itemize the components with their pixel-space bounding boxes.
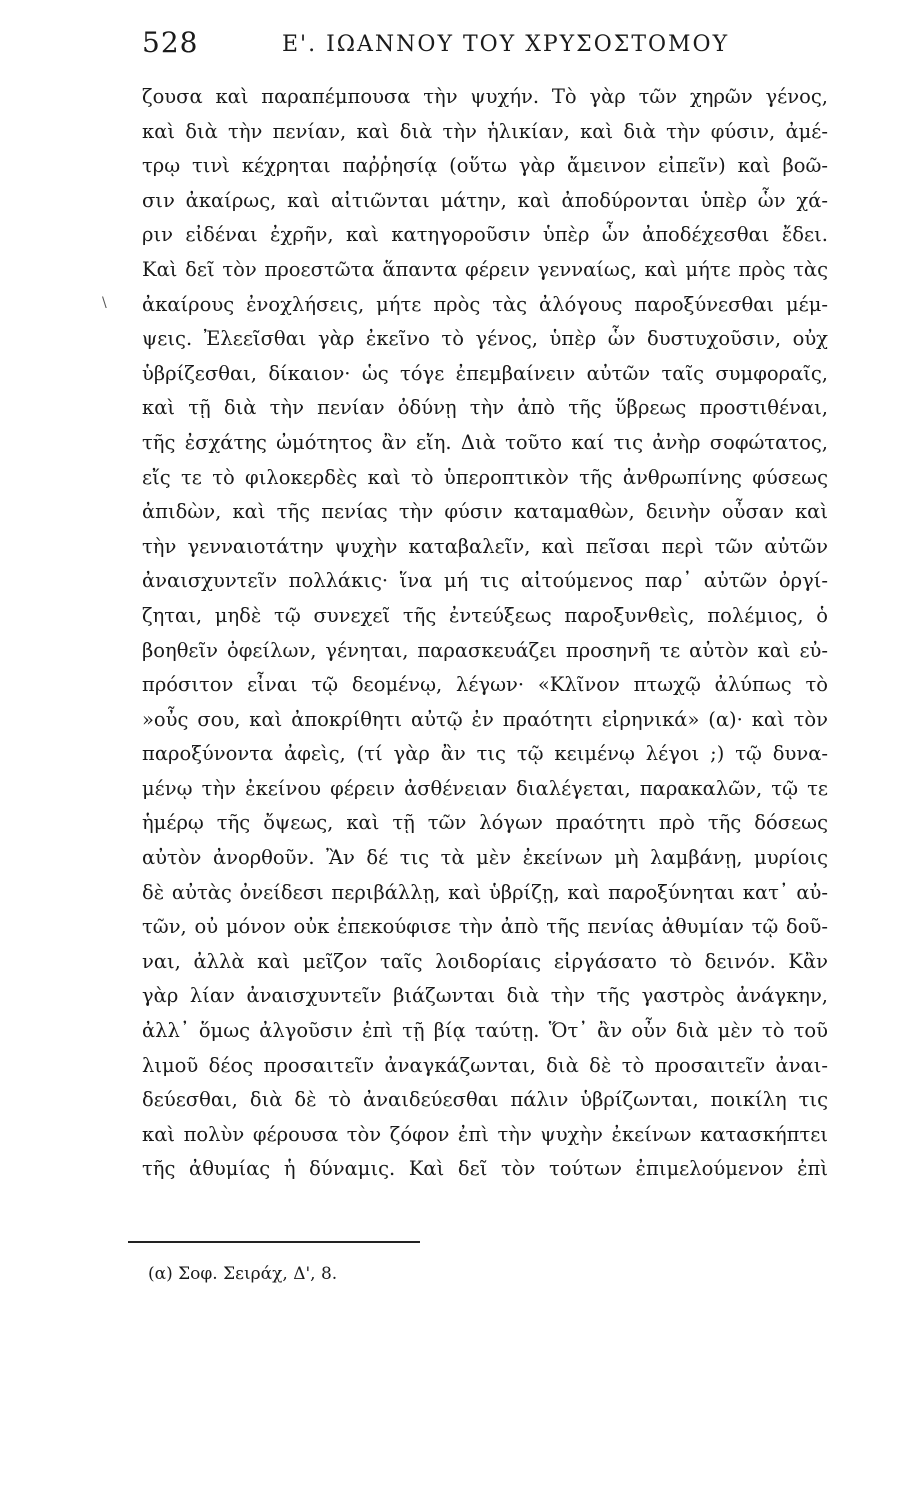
text-line: τῆς ἀθυμίας ἡ δύναμις. Καὶ δεῖ τὸν τούτων ἐπιμελούμενον ἐπὶ — [142, 1157, 828, 1181]
text-line: ναι, ἀλλὰ καὶ μεῖζον ταῖς λοιδορίαις εἰργάσατο τὸ δεινόν. Κἂν — [142, 949, 828, 973]
text-line: πρόσιτον εἶναι τῷ δεομένῳ, λέγων· «Κλῖνον πτωχῷ ἀλύπως τὸ — [142, 673, 828, 697]
running-title: Ε'. ΙΩΑΝΝΟΥ ΤΟΥ ΧΡΥΣΟΣΤΟΜΟΥ — [282, 32, 730, 57]
text-line: λιμοῦ δέος προσαιτεῖν ἀναγκάζωνται, διὰ δὲ τὸ προσαιτεῖν ἀναι- — [142, 1053, 828, 1077]
text-line: καὶ πολὺν φέρουσα τὸν ζόφον ἐπὶ τὴν ψυχὴν ἐκείνων κατασκήπτει — [142, 1122, 828, 1146]
text-line: ὑβρίζεσθαι, δίκαιον· ὡς τόγε ἐπεμβαίνειν αὐτῶν ταῖς συμφοραῖς, — [142, 361, 828, 385]
text-line: »οὖς σου, καὶ ἀποκρίθητι αὐτῷ ἐν πραότητι εἰρηνικά» (α)· καὶ τὸν — [142, 707, 828, 731]
text-line: γὰρ λίαν ἀναισχυντεῖν βιάζωνται διὰ τὴν τῆς γαστρὸς ἀνάγκην, — [142, 984, 828, 1008]
text-line: ριν εἰδέναι ἐχρῆν, καὶ κατηγοροῦσιν ὑπὲρ ὧν ἀποδέχεσθαι ἔδει. — [142, 223, 828, 247]
text-line: τῶν, οὐ μόνον οὐκ ἐπεκούφισε τὴν ἀπὸ τῆς πενίας ἀθυμίαν τῷ δοῦ- — [142, 915, 828, 939]
text-line: εἴς τε τὸ φιλοκερδὲς καὶ τὸ ὑπεροπτικὸν τῆς ἀνθρωπίνης φύσεως — [142, 465, 828, 489]
text-line: σιν ἀκαίρως, καὶ αἰτιῶνται μάτην, καὶ ἀποδύρονται ὑπὲρ ὧν χά- — [142, 188, 828, 212]
text-line: τὴν γενναιοτάτην ψυχὴν καταβαλεῖν, καὶ πεῖσαι περὶ τῶν αὐτῶν — [142, 534, 828, 558]
text-line: ζουσα καὶ παραπέμπουσα τὴν ψυχήν. Τὸ γὰρ τῶν χηρῶν γένος, — [142, 85, 828, 108]
text-line: τρῳ τινὶ κέχρηται παῤῥησίᾳ (οὕτω γὰρ ἄμεινον εἰπεῖν) καὶ βοῶ- — [142, 154, 828, 178]
text-line: ἀναισχυντεῖν πολλάκις· ἵνα μή τις αἰτούμενος παρ᾽ αὐτῶν ὀργί- — [142, 569, 828, 593]
text-line: Καὶ δεῖ τὸν προεστῶτα ἅπαντα φέρειν γενναίως, καὶ μήτε πρὸς τὰς — [142, 257, 828, 281]
text-line: παροξύνοντα ἀφεὶς, (τί γὰρ ἂν τις τῷ κειμένῳ λέγοι ;) τῷ δυνα- — [142, 742, 828, 766]
text-line: ἀκαίρους ἐνοχλήσεις, μήτε πρὸς τὰς ἀλόγους παροξύνεσθαι μέμ- — [142, 292, 828, 316]
text-line: καὶ διὰ τὴν πενίαν, καὶ διὰ τὴν ἡλικίαν, καὶ διὰ τὴν φύσιν, ἀμέ- — [142, 119, 828, 143]
text-line: δὲ αὐτὰς ὀνείδεσι περιβάλλῃ, καὶ ὑβρίζῃ, καὶ παροξύνηται κατ᾽ αὐ- — [142, 880, 828, 904]
text-line: ψεις. Ἐλεεῖσθαι γὰρ ἐκεῖνο τὸ γένος, ὑπὲρ ὧν δυστυχοῦσιν, οὐχ — [142, 327, 828, 351]
footnote: (α) Σοφ. Σειράχ, Δ', 8. — [148, 1264, 338, 1284]
text-line: τῆς ἐσχάτης ὠμότητος ἂν εἴη. Διὰ τοῦτο καί τις ἀνὴρ σοφώτατος, — [142, 430, 828, 454]
text-line: ἀλλ᾽ ὅμως ἀλγοῦσιν ἐπὶ τῇ βίᾳ ταύτῃ. Ὅτ᾽ ἂν οὖν διὰ μὲν τὸ τοῦ — [142, 1019, 828, 1043]
text-line: καὶ τῇ διὰ τὴν πενίαν ὀδύνῃ τὴν ἀπὸ τῆς ὕβρεως προστιθέναι, — [142, 396, 828, 420]
text-line: μένῳ τὴν ἐκείνου φέρειν ἀσθένειαν διαλέγεται, παρακαλῶν, τῷ τε — [142, 776, 828, 800]
margin-mark: \ — [102, 295, 107, 311]
body-text — [142, 80, 828, 1187]
text-line: ζηται, μηδὲ τῷ συνεχεῖ τῆς ἐντεύξεως παροξυνθεὶς, πολέμιος, ὁ — [142, 603, 828, 627]
text-line: ἀπιδὼν, καὶ τῆς πενίας τὴν φύσιν καταμαθὼν, δεινὴν οὖσαν καὶ — [142, 500, 828, 524]
page-number: 528 — [142, 26, 199, 59]
text-line: δεύεσθαι, διὰ δὲ τὸ ἀναιδεύεσθαι πάλιν ὑβρίζωνται, ποικίλη τις — [142, 1088, 828, 1112]
page-header — [142, 24, 822, 64]
text-line: βοηθεῖν ὀφείλων, γένηται, παρασκευάζει προσηνῆ τε αὐτὸν καὶ εὐ- — [142, 638, 828, 662]
text-line: ἡμέρῳ τῆς ὄψεως, καὶ τῇ τῶν λόγων πραότητι πρὸ τῆς δόσεως — [142, 811, 828, 835]
footnote-divider — [128, 1241, 420, 1243]
text-line: αὐτὸν ἀνορθοῦν. Ἂν δέ τις τὰ μὲν ἐκείνων μὴ λαμβάνῃ, μυρίοις — [142, 846, 828, 870]
